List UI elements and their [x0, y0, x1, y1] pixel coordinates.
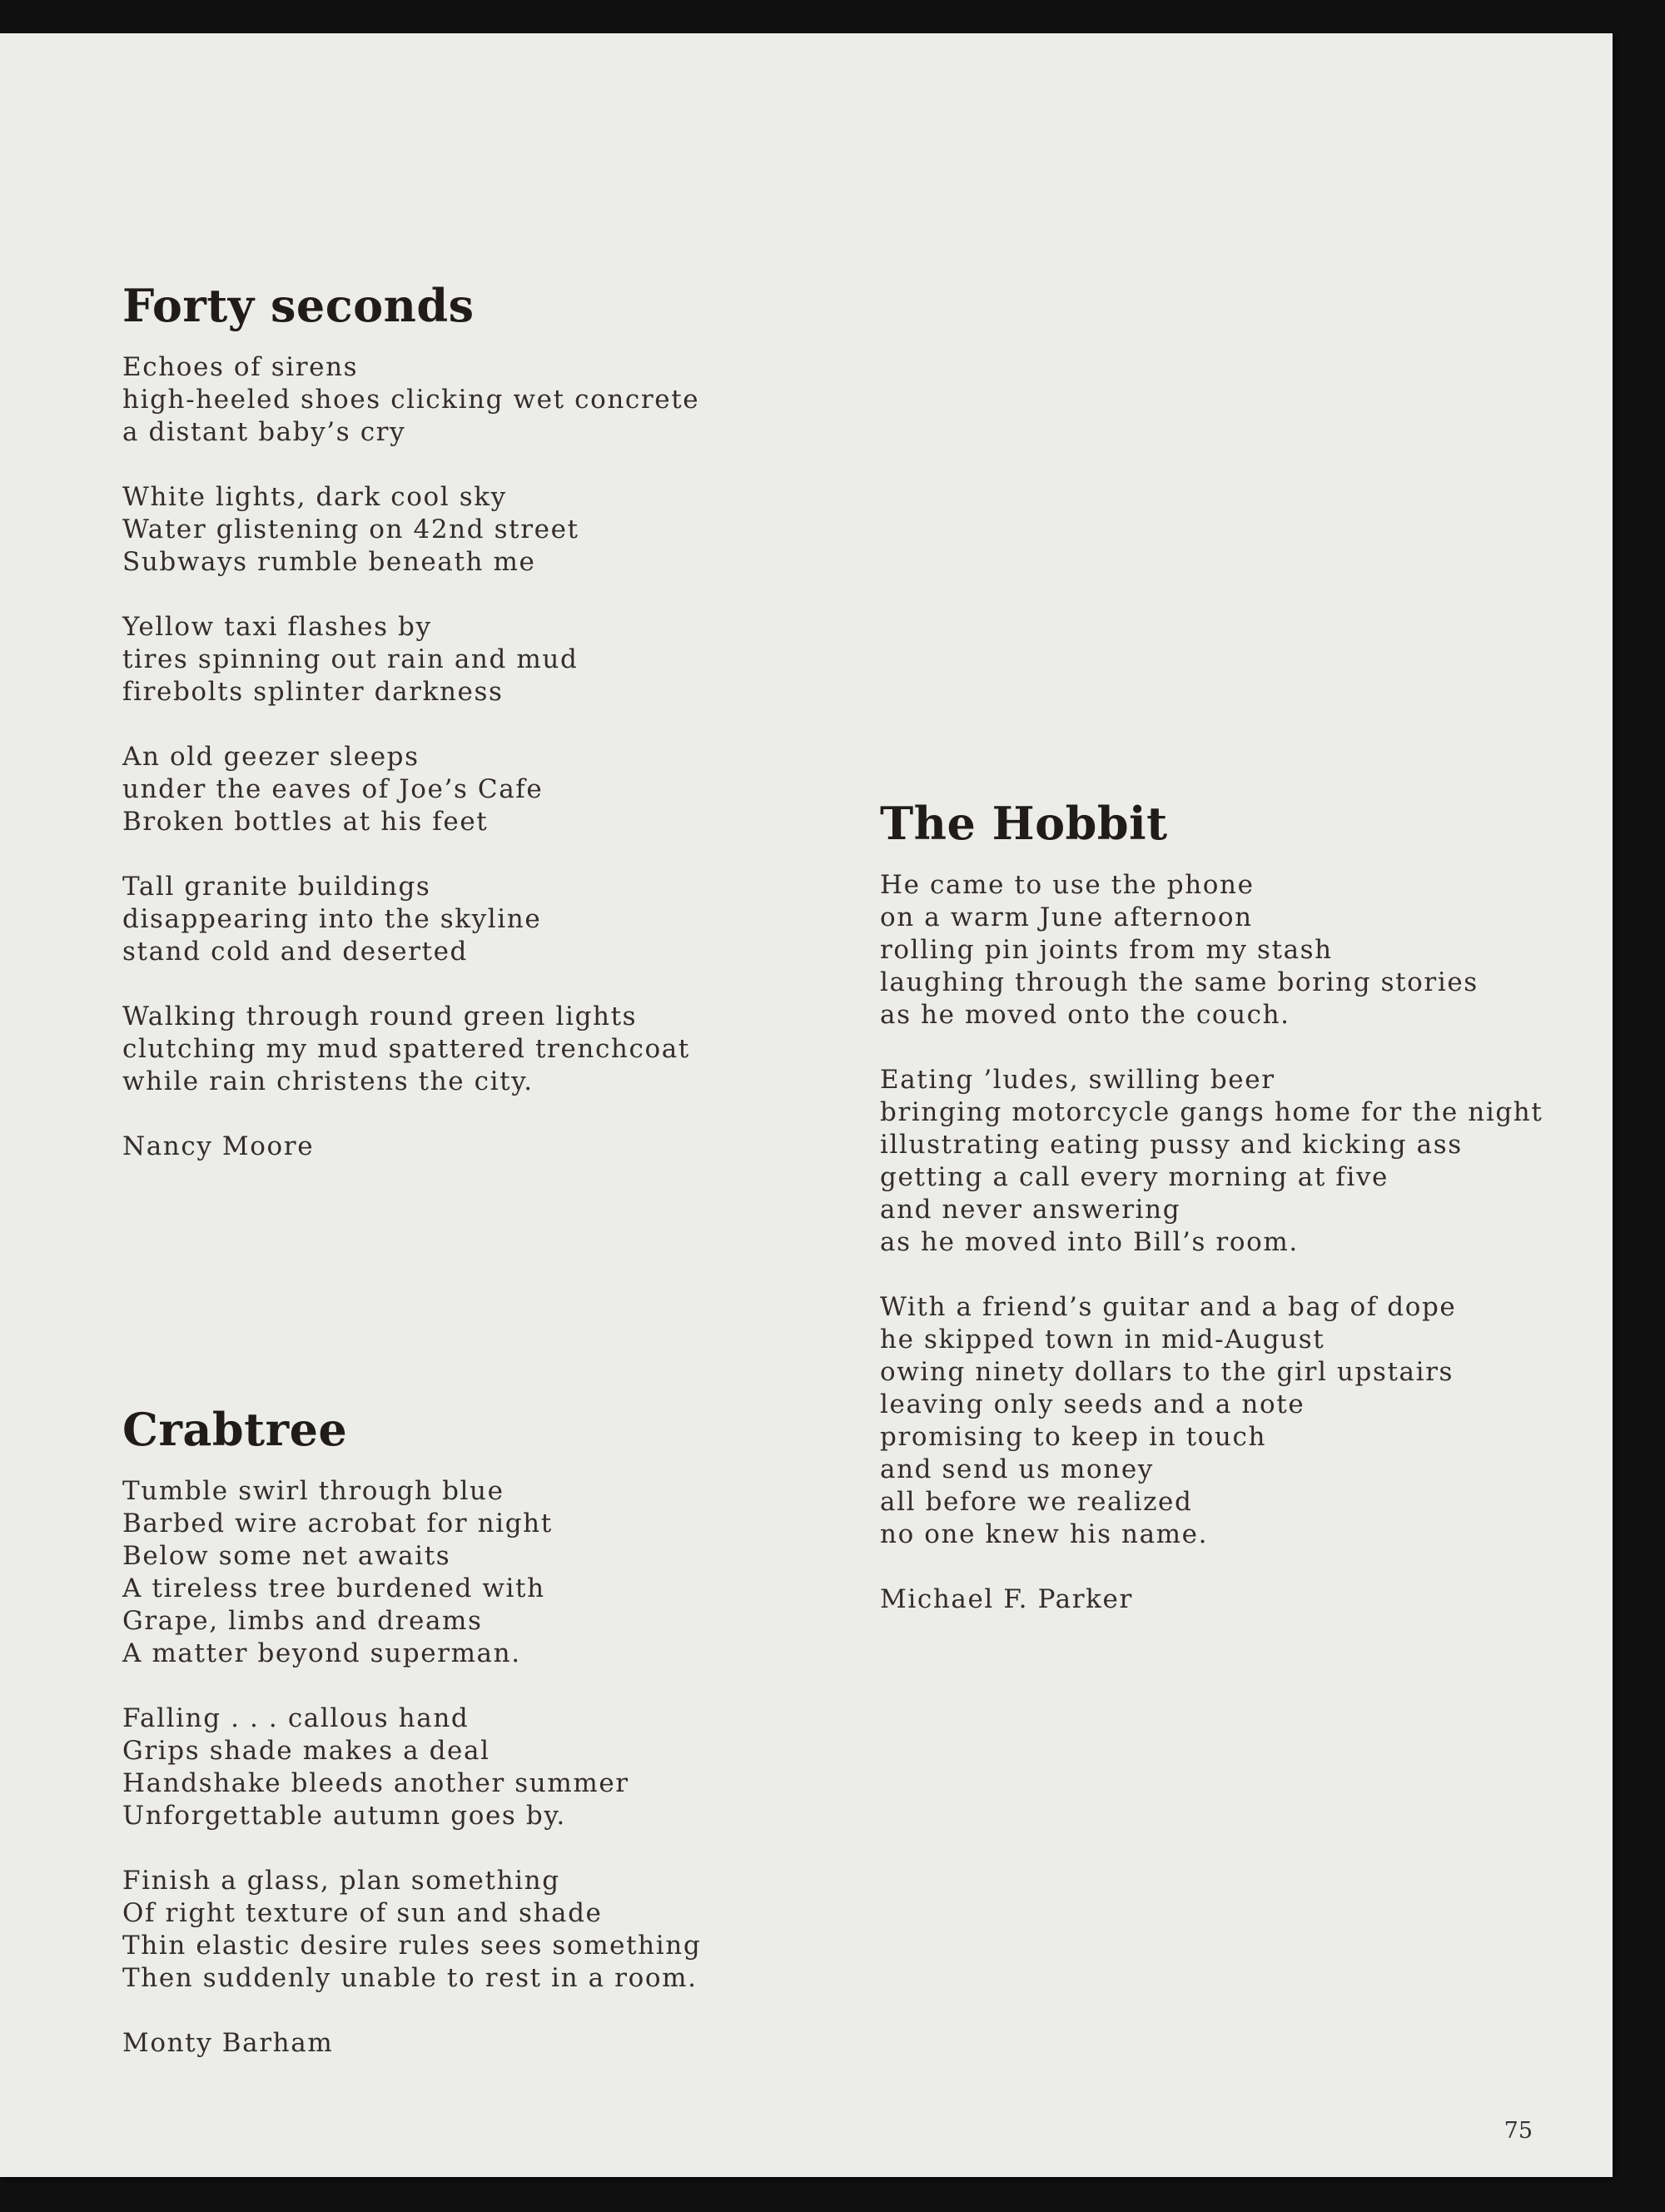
poem-line: owing ninety dollars to the girl upstairs: [880, 1357, 1454, 1387]
poem-line: while rain christens the city.: [122, 1066, 534, 1096]
poem-line: illustrating eating pussy and kicking ass: [880, 1130, 1463, 1160]
poem-line: Tall granite buildings: [122, 872, 431, 902]
poem-title: Forty seconds: [122, 279, 475, 332]
poem-line: under the eaves of Joe’s Cafe: [122, 774, 544, 804]
stanza: [122, 481, 699, 579]
stanza: [880, 1064, 1543, 1259]
stanza: [880, 869, 1543, 1031]
poem-line: he skipped town in mid-August: [880, 1325, 1325, 1355]
book-page: [0, 33, 1613, 2177]
poem-forty-seconds: [122, 280, 699, 1163]
page-number: 75: [1503, 2118, 1533, 2144]
poem-line: rolling pin joints from my stash: [880, 935, 1333, 965]
stanza: [122, 611, 699, 708]
poem-line: Thin elastic desire rules sees something: [122, 1931, 702, 1961]
poem-line: as he moved onto the couch.: [880, 1000, 1290, 1030]
poem-title: Crabtree: [122, 1403, 348, 1456]
poem-line: bringing motorcycle gangs home for the night: [880, 1097, 1543, 1127]
poem-line: clutching my mud spattered trenchcoat: [122, 1034, 690, 1064]
stanza: [122, 871, 699, 968]
poem-line: disappearing into the skyline: [122, 904, 542, 934]
poem-crabtree: [122, 1404, 701, 2060]
stanza: [122, 1475, 701, 1670]
poem-line: all before we realized: [880, 1487, 1193, 1517]
poem-line: promising to keep in touch: [880, 1422, 1267, 1452]
poem-line: Tumble swirl through blue: [122, 1476, 504, 1506]
poem-line: Of right texture of sun and shade: [122, 1898, 603, 1928]
poem-author: Michael F. Parker: [880, 1584, 1133, 1614]
poem-line: Falling . . . callous hand: [122, 1703, 470, 1733]
poem-line: An old geezer sleeps: [122, 742, 420, 772]
poem-title: The Hobbit: [880, 797, 1168, 850]
poem-line: Unforgettable autumn goes by.: [122, 1801, 566, 1831]
poem-line: no one knew his name.: [880, 1519, 1209, 1549]
stanza: [880, 1291, 1543, 1551]
stanza: [122, 741, 699, 838]
poem-line: Barbed wire acrobat for night: [122, 1509, 553, 1538]
poem-line: Broken bottles at his feet: [122, 807, 489, 837]
poem-line: White lights, dark cool sky: [122, 482, 507, 512]
poem-line: tires spinning out rain and mud: [122, 644, 579, 674]
poem-line: as he moved into Bill’s room.: [880, 1227, 1299, 1257]
poem-line: getting a call every morning at five: [880, 1162, 1389, 1192]
poem-line: Grips shade makes a deal: [122, 1736, 490, 1766]
poem-line: Below some net awaits: [122, 1541, 451, 1571]
poem-line: Walking through round green lights: [122, 1002, 638, 1031]
poem-line: stand cold and deserted: [122, 937, 469, 967]
poem-line: leaving only seeds and a note: [880, 1389, 1305, 1419]
poem-the-hobbit: [880, 798, 1543, 1616]
poem-line: on a warm June afternoon: [880, 902, 1253, 932]
poem-line: Water glistening on 42nd street: [122, 514, 579, 544]
poem-line: Then suddenly unable to rest in a room.: [122, 1963, 698, 1993]
poem-line: Echoes of sirens: [122, 352, 359, 382]
poem-line: Yellow taxi flashes by: [122, 612, 432, 642]
poem-line: firebolts splinter darkness: [122, 677, 504, 707]
poem-line: With a friend’s guitar and a bag of dope: [880, 1292, 1457, 1322]
stanza: [122, 1865, 701, 1995]
poem-author: Monty Barham: [122, 2028, 334, 2058]
poem-line: Finish a glass, plan something: [122, 1866, 560, 1896]
poem-line: and send us money: [880, 1454, 1154, 1484]
poem-line: A tireless tree burdened with: [122, 1573, 545, 1603]
poem-line: laughing through the same boring stories: [880, 967, 1479, 997]
stanza: [122, 1001, 699, 1098]
poem-line: Handshake bleeds another summer: [122, 1768, 629, 1798]
poem-line: Eating ’ludes, swilling beer: [880, 1065, 1275, 1095]
stanza: [122, 351, 699, 449]
poem-author: Nancy Moore: [122, 1131, 315, 1161]
stanza: [122, 1702, 701, 1832]
poem-line: a distant baby’s cry: [122, 417, 406, 447]
poem-line: high-heeled shoes clicking wet concrete: [122, 385, 700, 415]
poem-line: A matter beyond superman.: [122, 1638, 521, 1668]
poem-line: and never answering: [880, 1195, 1181, 1225]
poem-line: Grape, limbs and dreams: [122, 1606, 483, 1636]
poem-line: Subways rumble beneath me: [122, 547, 536, 577]
poem-line: He came to use the phone: [880, 870, 1255, 900]
